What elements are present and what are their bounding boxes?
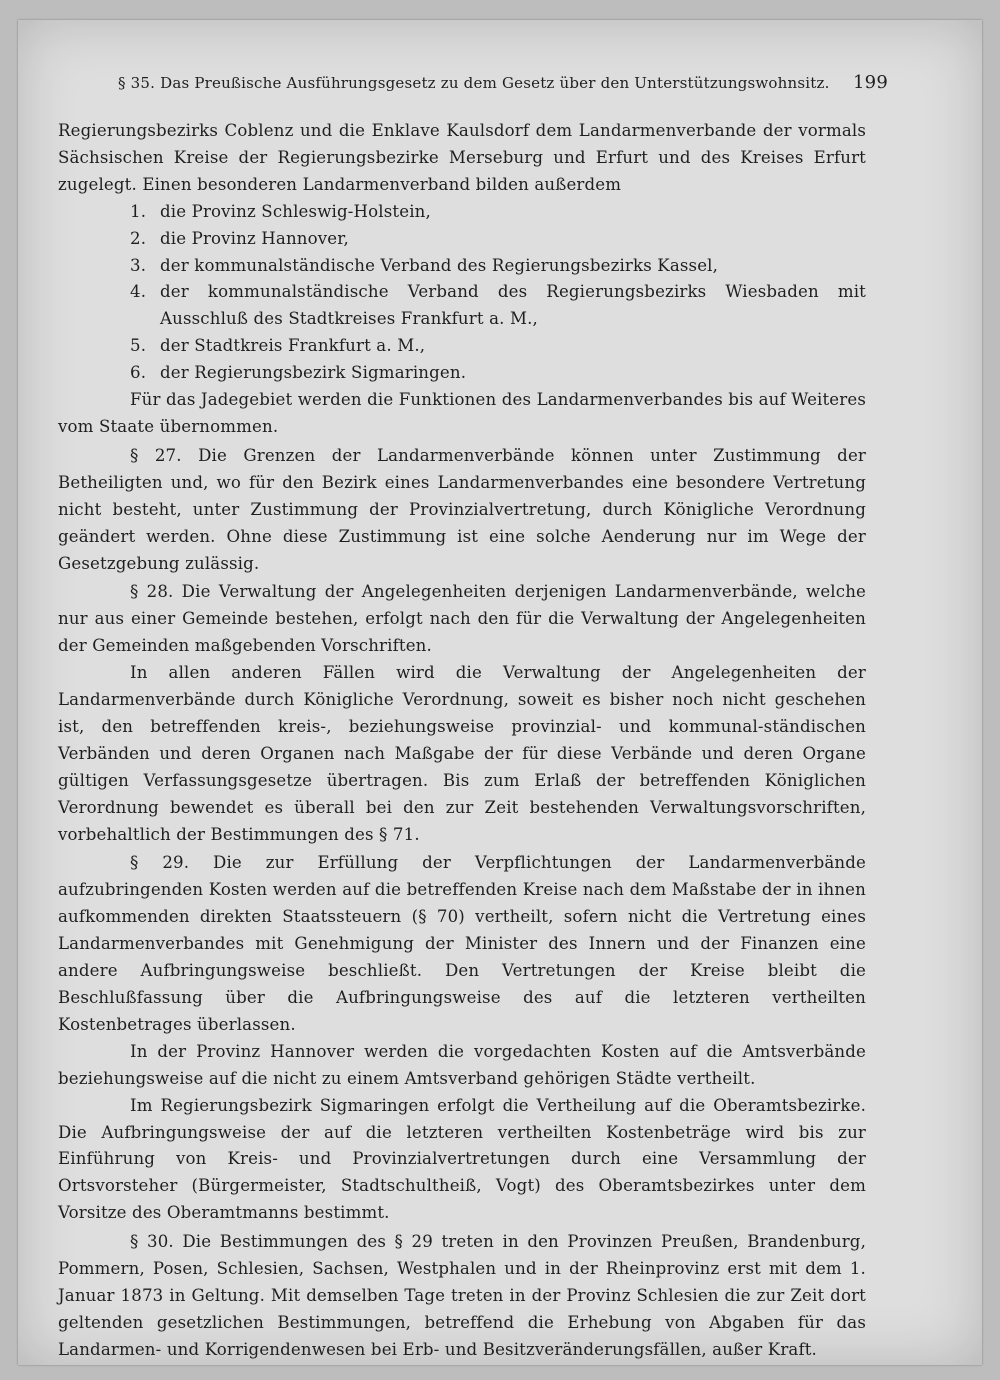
list-item-text: der Stadtkreis Frankfurt a. M., [160,336,426,356]
header-title: § 35. Das Preußische Ausführungsgesetz zu dem Gesetz über den Unterstützungswohnsitz. [118,74,830,92]
list-item [58,226,866,253]
list-item-number: 4. [130,282,147,302]
paragraph-jadegebiet: Für das Jadegebiet werden die Funktionen des Landarmenverbandes bis auf Weiteres vom Staate übernommen. [58,390,866,436]
list-item [58,253,866,280]
book-page [18,20,982,1365]
section-29: § 29. Die zur Erfüllung der Verpflichtungen der Landarmenverbände aufzubringenden Kosten werden auf die betreffenden Kreise nach dem Maßstabe der in ihnen aufkommenden direkten Staatssteuern (§ 70) vertheilt, sofern nicht die Vertretung eines Landarmenverbandes mit Genehmigung der Minister des Innern und der Finanzen eine andere Aufbringungsweise beschließt. Den Vertretungen der Kreise bleibt die Beschlußfassung über die Aufbringungsweise des auf die letzteren vertheilten Kostenbetrages überlassen. [58,853,866,1034]
running-header [58,72,888,98]
list-item-number: 3. [130,255,147,275]
page-number: 199 [853,72,888,93]
landarmenverband-list [58,199,866,387]
section-28-paragraph-2: In allen anderen Fällen wird die Verwaltung der Angelegenheiten der Landarmenverbände durch Königliche Verordnung, soweit es bisher noch nicht geschehen ist, den betreffenden kreis-, beziehungsweise provinzial- und kommunal-ständischen Verbänden und deren Organen nach Maßgabe der für diese Verbände und deren Organe gültigen Verfassungsgesetze übertragen. Bis zum Erlaß der betreffenden Königlichen Verordnung bewendet es überall bei den zur Zeit bestehenden Verwaltungsvorschriften, vorbehaltlich der Bestimmungen des § 71. [58,663,866,844]
list-item-text: die Provinz Schleswig-Holstein, [160,201,431,221]
list-item-text: der kommunalständische Verband des Regierungsbezirks Kassel, [160,255,719,275]
list-item-text: der kommunalständische Verband des Regierungsbezirks Wiesbaden mit Ausschluß des Stadtkreises Frankfurt a. M., [160,282,866,329]
list-item-text: die Provinz Hannover, [160,228,349,248]
list-item-number: 2. [130,228,147,248]
section-29-paragraph-2: In der Provinz Hannover werden die vorgedachten Kosten auf die Amtsverbände beziehungsweise auf die nicht zu einem Amtsverband gehörigen Städte vertheilt. [58,1041,866,1088]
list-item [58,199,866,226]
list-item-number: 6. [130,363,147,383]
paragraph-intro: Regierungsbezirks Coblenz und die Enklave Kaulsdorf dem Landarmenverbande der vormals Sächsischen Kreise der Regierungsbezirke Merseburg und Erfurt und des Kreises Erfurt zugelegt. Einen besonderen Landarmenverband bilden außerdem [58,121,866,194]
list-item [58,360,866,387]
list-item-text: der Regierungsbezirk Sigmaringen. [160,363,467,383]
section-30: § 30. Die Bestimmungen des § 29 treten in den Provinzen Preußen, Brandenburg, Pommern, Posen, Schlesien, Sachsen, Westphalen und in der Rheinprovinz erst mit dem 1. Januar 1873 in Geltung. Mit demselben Tage treten in der Provinz Schlesien die zur Zeit dort geltenden gesetzlichen Bestimmungen, betreffend die Erhebung von Abgaben für das Landarmen- und Korrigendenwesen bei Erb- und Besitzveränderungsfällen, außer Kraft. [58,1232,866,1359]
list-item [58,333,866,360]
list-item-number: 1. [130,201,147,221]
list-item-number: 5. [130,336,147,356]
section-29-paragraph-3: Im Regierungsbezirk Sigmaringen erfolgt die Vertheilung auf die Oberamtsbezirke. Die Aufbringungsweise der auf die letzteren vertheilten Kostenbeträge wird bis zur Einführung von Kreis- und Provinzialvertretungen durch eine Versammlung der Ortsvorsteher (Bürgermeister, Stadtschultheiß, Vogt) des Oberamtsbezirkes unter dem Vorsitze des Oberamtmanns bestimmt. [58,1095,866,1223]
list-item [58,279,866,333]
section-27: § 27. Die Grenzen der Landarmenverbände können unter Zustimmung der Betheiligten und, wo für den Bezirk eines Landarmenverbandes eine besondere Vertretung nicht besteht, unter Zustimmung der Provinzialvertretung, durch Königliche Verordnung geändert werden. Ohne diese Zustimmung ist eine solche Aenderung nur im Wege der Gesetzgebung zulässig. [58,445,866,573]
page-body [58,118,866,1364]
section-28: § 28. Die Verwaltung der Angelegenheiten derjenigen Landarmenverbände, welche nur aus einer Gemeinde bestehen, erfolgt nach den für die Verwaltung der Angelegenheiten der Gemeinden maßgebenden Vorschriften. [58,582,866,656]
